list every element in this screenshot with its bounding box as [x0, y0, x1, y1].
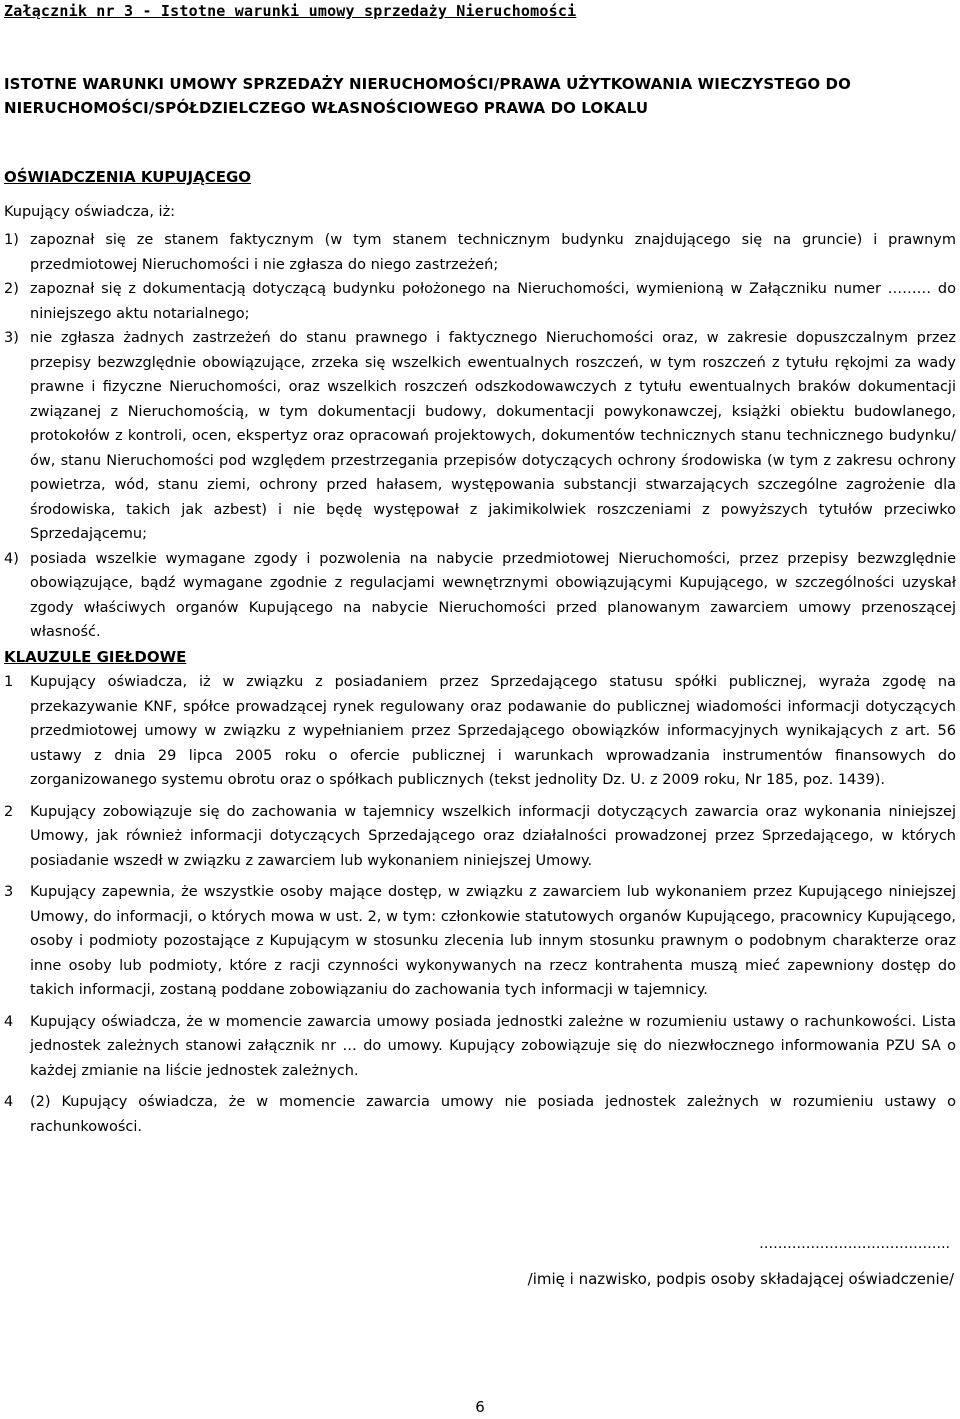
- buyer-intro: Kupujący oświadcza, iż:: [4, 204, 176, 220]
- list-item-number: 3): [4, 330, 19, 346]
- list-item: [4, 880, 956, 1003]
- list-item: [4, 277, 956, 326]
- list-item-number: 1: [4, 674, 14, 690]
- list-item-number: 1): [4, 232, 19, 248]
- list-item: [4, 228, 956, 277]
- stock-clauses-heading: KLAUZULE GIEŁDOWE: [4, 648, 187, 666]
- list-item-number: 2): [4, 281, 19, 297]
- list-item: [4, 1090, 956, 1139]
- list-item-text: Kupujący zobowiązuje się do zachowania w tajemnicy wszelkich informacji dotyczących zawarcia oraz wykonania niniejszej Umowy, jak również informacji dotyczących Sprzedającego oraz działalności prowadzonej przez Sprzedającego, w których posiadanie wszedł w związku z zawarciem lub wykonaniem niniejszej Umowy.: [30, 803, 956, 869]
- list-item-text: Kupujący zapewnia, że wszystkie osoby mające dostęp, w związku z zawarciem lub wykonaniem przez Kupującego niniejszej Umowy, do informacji, o których mowa w ust. 2, w tym: członkowie statutowych organów Kupującego, pracownicy Kupującego, osoby i podmioty pozostające z Kupującym w stosunku zlecenia lub innym stosunku prawnym o podobnym charakterze oraz inne osoby lub podmioty, które z racji czynności wykonywanych na rzecz kontrahenta muszą mieć zapewniony dostęp do takich informacji, zostaną poddane zobowiązaniu do zachowania tych informacji w tajemnicy.: [30, 884, 956, 998]
- signature-caption: /imię i nazwisko, podpis osoby składającej oświadczenie/: [527, 1270, 954, 1288]
- stock-clauses-list: [4, 670, 956, 1146]
- list-item-text: zapoznał się ze stanem faktycznym (w tym stanem technicznym budynku znajdującego się na gruncie) i prawnym przedmiotowej Nieruchomości i nie zgłasza do niego zastrzeżeń;: [30, 232, 956, 273]
- list-item: [4, 800, 956, 874]
- list-item: [4, 1010, 956, 1084]
- list-item-text: Kupujący oświadcza, że w momencie zawarcia umowy posiada jednostki zależne w rozumieniu ustawy o rachunkowości. Lista jednostek zależnych stanowi załącznik nr … do umowy. Kupujący zobowiązuje się do niezwłocznego informowania PZU SA o każdej zmianie na liście jednostek zależnych.: [30, 1013, 956, 1079]
- signature-line: …………………………………..: [759, 1236, 950, 1252]
- list-item-text: posiada wszelkie wymagane zgody i pozwolenia na nabycie przedmiotowej Nieruchomości, przez przepisy bezwzględnie obowiązujące, bądź wymagane zgodnie z regulacjami wewnętrznymi obowiązującymi Kupującego, w szczególności uzyskał zgody właściwych organów Kupującego na nabycie Nieruchomości przed planowanym zawarciem umowy przenoszącej własność.: [30, 550, 956, 640]
- page-number: 6: [475, 1398, 485, 1416]
- list-item: [4, 670, 956, 793]
- buyer-statements-list: [4, 228, 956, 645]
- list-item-number: 3: [4, 884, 14, 900]
- document-title: ISTOTNE WARUNKI UMOWY SPRZEDAŻY NIERUCHOMOŚCI/PRAWA UŻYTKOWANIA WIECZYSTEGO DO NIERUCHOMOŚCI/SPÓŁDZIELCZEGO WŁASNOŚCIOWEGO PRAWA DO LOKALU: [4, 75, 851, 117]
- list-item: [4, 326, 956, 547]
- list-item-text: nie zgłasza żadnych zastrzeżeń do stanu prawnego i faktycznego Nieruchomości oraz, w zakresie dopuszczalnym przez przepisy bezwzględnie obowiązujące, zrzeka się wszelkich ewentualnych roszczeń, w tym roszczeń z tytułu rękojmi za wady prawne i fizyczne Nieruchomości, oraz wszelkich roszczeń odszkodowawczych z tytułu ewentualnych braków dokumentacji związanej z Nieruchomością, w tym dokumentacji budowy, dokumentacji powykonawczej, książki obiektu budowlanego, protokołów z kontroli, ocen, ekspertyz oraz opracowań projektowych, dokumentów technicznych stanu technicznego budynku/ów, stanu Nieruchomości pod względem przestrzegania przepisów dotyczących ochrony środowiska (w tym z zakresu ochrony powietrza, wód, stanu ziemi, ochrony przed hałasem, występowania substancji stwarzających szczególne zagrożenie dla środowiska, takich jak azbest) i nie będę występował z jakimikolwiek roszczeniami z powyższych tytułów przeciwko Sprzedającemu;: [30, 330, 956, 542]
- list-item: [4, 547, 956, 645]
- list-item-text: Kupujący oświadcza, iż w związku z posiadaniem przez Sprzedającego statusu spółki publicznej, wyraża zgodę na przekazywanie KNF, spółce prowadzącej rynek regulowany oraz podawanie do publicznej wiadomości informacji dotyczących przedmiotowej umowy w związku z wypełnianiem przez Sprzedającego obowiązków informacyjnych wynikających z art. 56 ustawy z dnia 29 lipca 2005 roku o ofercie publicznej i warunkach wprowadzania instrumentów finansowych do zorganizowanego systemu obrotu oraz o spółkach publicznych (tekst jednolity Dz. U. z 2009 roku, Nr 185, poz. 1439).: [30, 674, 956, 788]
- list-item-number: 4): [4, 550, 19, 567]
- list-item-number: 4: [4, 1013, 14, 1030]
- attachment-title: Załącznik nr 3 - Istotne warunki umowy sprzedaży Nieruchomości: [4, 2, 577, 20]
- buyer-statements-heading: OŚWIADCZENIA KUPUJĄCEGO: [4, 168, 252, 186]
- list-item-number: 4: [4, 1094, 14, 1110]
- list-item-number: 2: [4, 803, 14, 820]
- list-item-text: zapoznał się z dokumentacją dotyczącą budynku położonego na Nieruchomości, wymienioną w Załączniku numer ……… do niniejszego aktu notarialnego;: [30, 281, 956, 322]
- list-item-text: (2) Kupujący oświadcza, że w momencie zawarcia umowy nie posiada jednostek zależnych w rozumieniu ustawy o rachunkowości.: [30, 1094, 956, 1135]
